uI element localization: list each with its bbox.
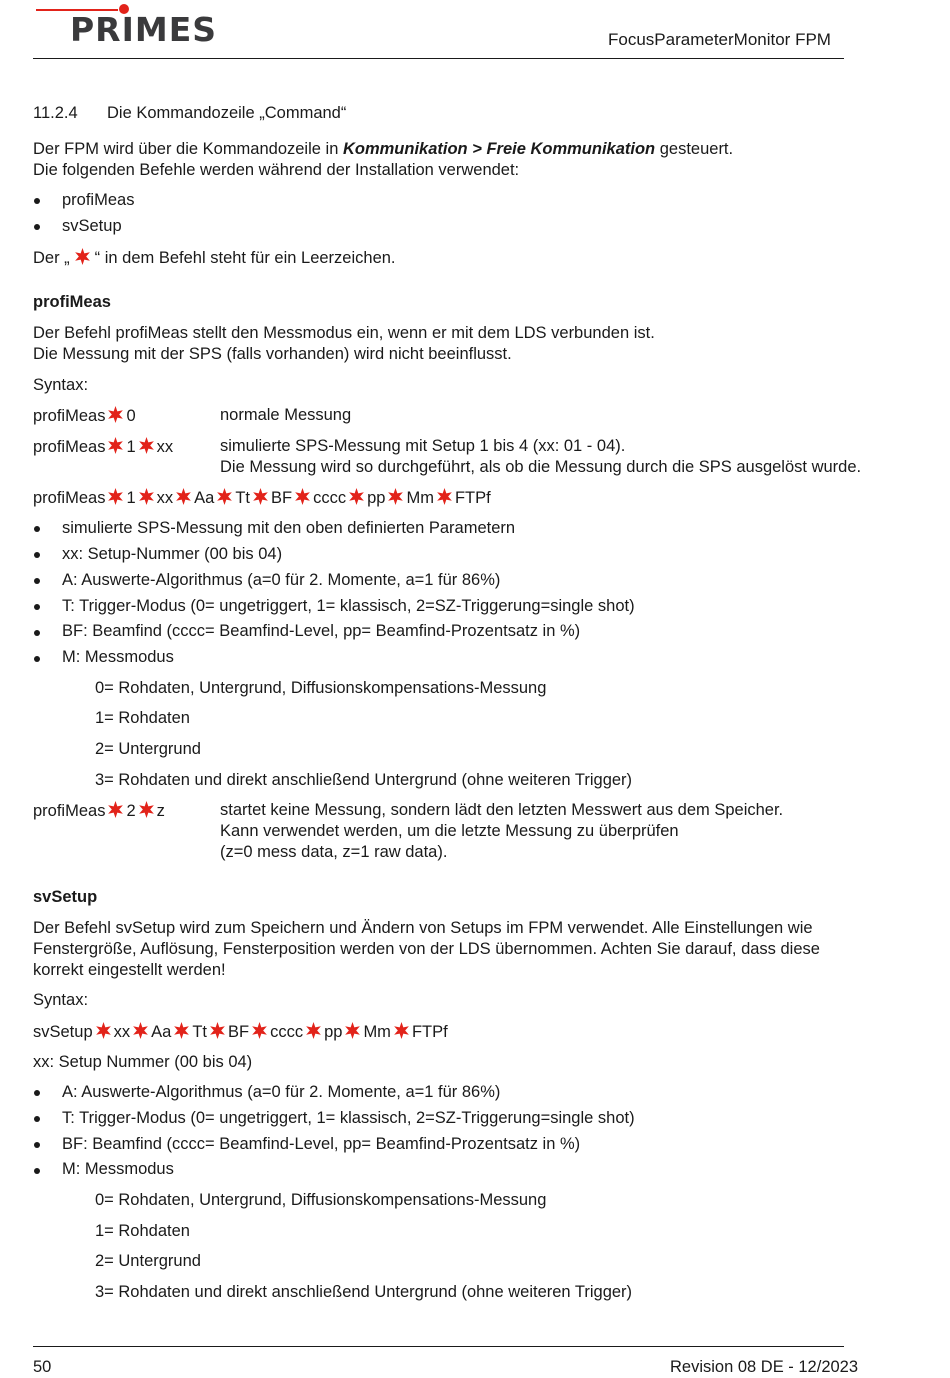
red-star-icon [252, 488, 269, 505]
intro-line-2: Die folgenden Befehle werden während der Installation verwendet: [33, 161, 520, 179]
red-star-icon [95, 1022, 112, 1039]
red-star-icon [107, 801, 124, 818]
profimeas-desc-1: Der Befehl profiMeas stellt den Messmodus ein, wenn er mit dem LDS verbunden ist. [33, 324, 655, 342]
syntax-label: Syntax: [33, 376, 89, 394]
command-token: 0 [126, 407, 136, 425]
bullet-dot [34, 1090, 40, 1096]
bullet-dot [34, 552, 40, 558]
mode-item: 0= Rohdaten, Untergrund, Diffusionskompensations-Messung [95, 679, 547, 697]
list-item: A: Auswerte-Algorithmus (a=0 für 2. Momente, a=1 für 86%) [62, 571, 501, 589]
profimeas-desc-2: Die Messung mit der SPS (falls vorhanden) wird nicht beeinflusst. [33, 345, 512, 363]
red-star-icon [138, 437, 155, 454]
red-star-icon [74, 248, 91, 265]
mode-item: 1= Rohdaten [95, 709, 190, 727]
red-star-icon [216, 488, 233, 505]
command-token: cccc [313, 489, 347, 507]
setup-number-note: xx: Setup Nummer (00 bis 04) [33, 1053, 253, 1071]
red-star-icon [387, 488, 404, 505]
command-token: 1 [126, 438, 136, 456]
red-star-icon [436, 488, 453, 505]
red-star-icon [107, 437, 124, 454]
red-star-icon [251, 1022, 268, 1039]
section-title: Die Kommandozeile „Command“ [107, 104, 347, 122]
red-star-icon [348, 488, 365, 505]
command-svsetup-full [33, 1022, 448, 1042]
bullet-dot [34, 526, 40, 532]
mode-item: 0= Rohdaten, Untergrund, Diffusionskompensations-Messung [95, 1191, 547, 1209]
svsetup-desc-1: Der Befehl svSetup wird zum Speichern und Ändern von Setups im FPM verwendet. Alle Einstellungen wie [33, 919, 813, 937]
svsetup-heading: svSetup [33, 888, 98, 906]
red-star-icon [344, 1022, 361, 1039]
primes-logo: PRIMES [70, 10, 218, 49]
command-token: 1 [126, 489, 136, 507]
command-profimeas-full [33, 488, 491, 508]
bullet-dot [34, 604, 40, 610]
command-token: z [156, 802, 165, 820]
list-item: simulierte SPS-Messung mit den oben definierten Parametern [62, 519, 516, 537]
list-item: T: Trigger-Modus (0= ungetriggert, 1= klassisch, 2=SZ-Triggerung=single shot) [62, 1109, 635, 1127]
bullet-dot [34, 656, 40, 662]
red-star-icon [209, 1022, 226, 1039]
command-token: BF [271, 489, 293, 507]
mode-item: 2= Untergrund [95, 1252, 201, 1270]
command-description: Die Messung wird so durchgeführt, als ob die Messung durch die SPS ausgelöst wurde. [220, 458, 862, 476]
red-star-icon [173, 1022, 190, 1039]
intro-line-1: Der FPM wird über die Kommandozeile in Kommunikation > Freie Kommunikation gesteuert. [33, 140, 734, 158]
mode-item: 3= Rohdaten und direkt anschließend Untergrund (ohne weiteren Trigger) [95, 1283, 633, 1301]
command-profimeas-0 [33, 406, 136, 426]
command-token: Aa [151, 1023, 172, 1041]
command-token: xx [113, 1023, 131, 1041]
command-description: startet keine Messung, sondern lädt den letzten Messwert aus dem Speicher. [220, 801, 784, 819]
command-profimeas-1-xx [33, 437, 173, 457]
command-token: Tt [192, 1023, 207, 1041]
list-item: A: Auswerte-Algorithmus (a=0 für 2. Momente, a=1 für 86%) [62, 1083, 501, 1101]
product-title: FocusParameterMonitor FPM [608, 30, 831, 49]
command-token: BF [227, 1023, 250, 1041]
bullet-dot [34, 630, 40, 636]
red-star-icon [138, 488, 155, 505]
command-token: profiMeas [33, 802, 106, 820]
command-token: FTPf [454, 489, 491, 507]
command-token: Mm [406, 489, 434, 507]
mode-item: 2= Untergrund [95, 740, 201, 758]
red-star-icon [132, 1022, 149, 1039]
bullet-dot [34, 1116, 40, 1122]
list-item: svSetup [62, 217, 122, 235]
list-item: xx: Setup-Nummer (00 bis 04) [62, 545, 283, 563]
syntax-label: Syntax: [33, 991, 89, 1009]
list-item: M: Messmodus [62, 1160, 174, 1178]
command-profimeas-2-z [33, 801, 165, 821]
list-item: T: Trigger-Modus (0= ungetriggert, 1= klassisch, 2=SZ-Triggerung=single shot) [62, 597, 635, 615]
section-number: 11.2.4 [33, 104, 78, 122]
mode-item: 1= Rohdaten [95, 1222, 190, 1240]
command-token: xx [156, 438, 174, 456]
profimeas-heading: profiMeas [33, 293, 111, 311]
menu-path: Kommunikation > Freie Kommunikation [342, 140, 656, 158]
command-description: simulierte SPS-Messung mit Setup 1 bis 4 (xx: 01 - 04). [220, 437, 626, 455]
red-star-icon [305, 1022, 322, 1039]
red-star-icon [107, 488, 124, 505]
list-item: profiMeas [62, 191, 135, 209]
command-token: Tt [235, 489, 250, 507]
space-note: Der „ “ in dem Befehl steht für ein Leerzeichen. [33, 249, 396, 267]
list-item: M: Messmodus [62, 648, 174, 666]
bullet-dot [34, 578, 40, 584]
command-description: (z=0 mess data, z=1 raw data). [220, 843, 448, 861]
command-token: pp [324, 1023, 343, 1041]
header-rule [33, 58, 844, 59]
command-token: Aa [194, 489, 215, 507]
page-number: 50 [33, 1358, 52, 1376]
svsetup-desc-2: Fenstergröße, Auflösung, Fensterposition werden von der LDS übernommen. Achten Sie darauf, dass diese [33, 940, 820, 958]
command-description: normale Messung [220, 406, 352, 424]
list-item: BF: Beamfind (cccc= Beamfind-Level, pp= Beamfind-Prozentsatz in %) [62, 622, 581, 640]
command-description: Kann verwendet werden, um die letzte Messung zu überprüfen [220, 822, 679, 840]
red-star-icon [294, 488, 311, 505]
bullet-dot [34, 198, 40, 204]
command-token: xx [156, 489, 174, 507]
command-token: profiMeas [33, 407, 106, 425]
command-token: cccc [270, 1023, 304, 1041]
command-token: FTPf [411, 1023, 448, 1041]
command-token: profiMeas [33, 438, 106, 456]
command-token: svSetup [33, 1023, 93, 1041]
footer-rule [33, 1346, 844, 1347]
command-token: profiMeas [33, 489, 106, 507]
svsetup-desc-3: korrekt eingestellt werden! [33, 961, 226, 979]
command-token: 2 [126, 802, 136, 820]
command-token: Mm [363, 1023, 391, 1041]
list-item: BF: Beamfind (cccc= Beamfind-Level, pp= Beamfind-Prozentsatz in %) [62, 1135, 581, 1153]
mode-item: 3= Rohdaten und direkt anschließend Untergrund (ohne weiteren Trigger) [95, 771, 633, 789]
red-star-icon [107, 406, 124, 423]
red-star-icon [393, 1022, 410, 1039]
bullet-dot [34, 1168, 40, 1174]
command-token: pp [367, 489, 386, 507]
bullet-dot [34, 224, 40, 230]
bullet-dot [34, 1142, 40, 1148]
revision-label: Revision 08 DE - 12/2023 [670, 1358, 859, 1376]
red-star-icon [175, 488, 192, 505]
red-star-icon [138, 801, 155, 818]
